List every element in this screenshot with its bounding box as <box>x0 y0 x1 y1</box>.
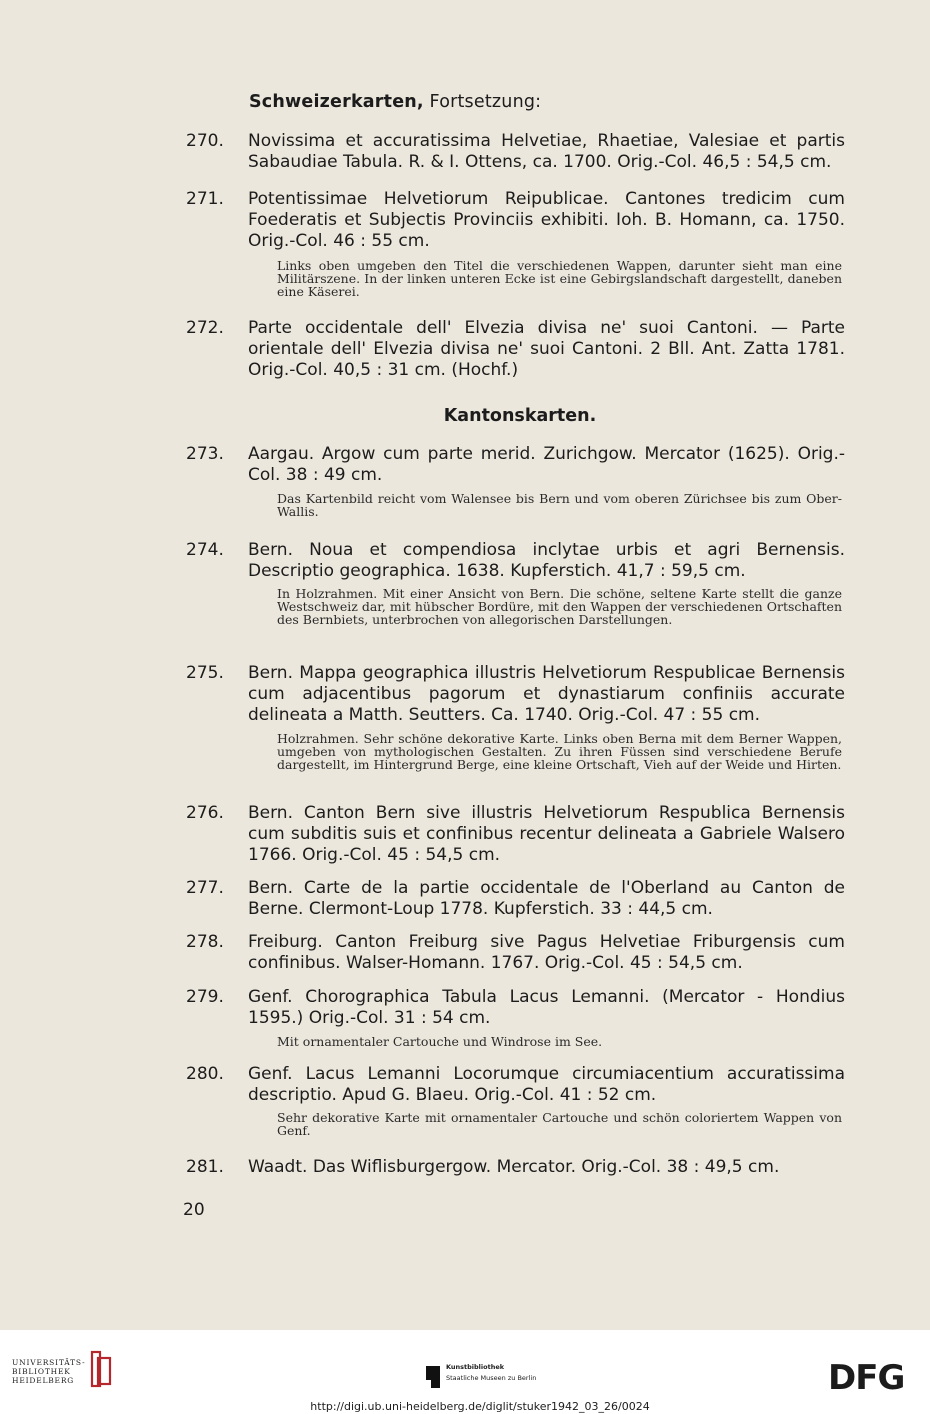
entry-text: Genf. Lacus Lemanni Locorumque circumiacentium accuratissima descriptio. Apud G. Blaeu. Orig.-Col. 41 : 52 cm. <box>248 1064 845 1105</box>
entry-number: 272. <box>186 318 224 338</box>
entry-text: Bern. Carte de la partie occidentale de l'Oberland au Canton de Berne. Clermont-Loup 1778. Kupferstich. 33 : 44,5 cm. <box>248 878 845 919</box>
entry-note: Holzrahmen. Sehr schöne dekorative Karte. Links oben Berna mit dem Berner Wappen, umgeben von mythologischen Gestalten. Zu ihren Füssen sind verschiedene Berufe dargestellt, im Hintergrund Berge, eine kleine Ortschaft, Vieh auf der Weide und Hirten. <box>277 731 842 772</box>
heading-rest: Fortsetzung: <box>429 92 542 112</box>
entry-note: Sehr dekorative Karte mit ornamentaler Cartouche und schön coloriertem Wappen von Genf. <box>277 1110 842 1138</box>
entry-text: Bern. Noua et compendiosa inclytae urbis et agri Bernensis. Descriptio geographica. 1638. Kupferstich. 41,7 : 59,5 cm. <box>248 540 845 581</box>
uni-line: HEIDELBERG <box>12 1376 75 1385</box>
dfg-logo: DFG <box>828 1358 905 1398</box>
entry-number: 279. <box>186 987 224 1007</box>
kb-line: Kunstbibliothek <box>446 1363 505 1371</box>
entry-note: Das Kartenbild reicht vom Walensee bis Bern und vom oberen Zürichsee bis zum Ober-Wallis. <box>277 491 842 519</box>
university-logo-icon <box>86 1350 112 1388</box>
heading-bold: Schweizerkarten, <box>249 92 424 112</box>
entry-number: 274. <box>186 540 224 560</box>
entry-note: In Holzrahmen. Mit einer Ansicht von Bern. Die schöne, seltene Karte stellt die ganze Westschweiz dar, mit hübscher Bordüre, mit den Wappen der verschiedenen Ortschaften des Bernbiets, unterbrochen von allegorischen Darstellungen. <box>277 586 842 627</box>
entry-text: Parte occidentale dell' Elvezia divisa ne' suoi Cantoni. — Parte orientale dell' Elvezia divisa ne' suoi Cantoni. 2 Bll. Ant. Zatta 1781. Orig.-Col. 40,5 : 31 cm. (Hochf.) <box>248 318 845 380</box>
entry-text: Bern. Mappa geographica illustris Helvetiorum Respublicae Bernensis cum adjacentibus pagorum et dynastiarum confiniis accurate delineata a Matth. Seutters. Ca. 1740. Orig.-Col. 47 : 55 cm. <box>248 663 845 725</box>
entry-text: Novissima et accuratissima Helvetiae, Rhaetiae, Valesiae et partis Sabaudiae Tabula. R. & I. Ottens, ca. 1700. Orig.-Col. 46,5 : 54,5 cm. <box>248 131 845 172</box>
uni-line: UNIVERSITÄTS- <box>12 1358 86 1367</box>
page-heading <box>249 92 541 112</box>
footer <box>0 1330 930 1414</box>
uni-line: BIBLIOTHEK <box>12 1367 71 1376</box>
entry-number: 281. <box>186 1157 224 1177</box>
entry-note: Mit ornamentaler Cartouche und Windrose im See. <box>277 1034 603 1049</box>
kunstbibliothek-label <box>446 1362 536 1384</box>
entry-number: 277. <box>186 878 224 898</box>
entry-text: Freiburg. Canton Freiburg sive Pagus Helvetiae Friburgensis cum confinibus. Walser-Homann. 1767. Orig.-Col. 45 : 54,5 cm. <box>248 932 845 973</box>
source-url[interactable]: http://digi.ub.uni-heidelberg.de/diglit/stuker1942_03_26/0024 <box>310 1400 650 1413</box>
entry-text: Waadt. Das Wiflisburgergow. Mercator. Orig.-Col. 38 : 49,5 cm. <box>248 1157 780 1177</box>
entry-text: Potentissimae Helvetiorum Reipublicae. Cantones tredicim cum Foederatis et Subjectis Provinciis exhibiti. Ioh. B. Homann, ca. 1750. Orig.-Col. 46 : 55 cm. <box>248 189 845 251</box>
entry-number: 275. <box>186 663 224 683</box>
entry-text: Genf. Chorographica Tabula Lacus Lemanni. (Mercator - Hondius 1595.) Orig.-Col. 31 : 54 cm. <box>248 987 845 1028</box>
entry-text: Aargau. Argow cum parte merid. Zurichgow. Mercator (1625). Orig.-Col. 38 : 49 cm. <box>248 444 845 485</box>
section-title: Kantonskarten. <box>443 406 597 426</box>
entry-number: 280. <box>186 1064 224 1084</box>
page-number: 20 <box>183 1200 205 1220</box>
entry-number: 276. <box>186 803 224 823</box>
kunstbibliothek-logo-icon <box>426 1366 442 1388</box>
entry-number: 273. <box>186 444 224 464</box>
kb-line: Staatliche Museen zu Berlin <box>446 1374 537 1382</box>
university-library-label <box>12 1358 85 1385</box>
entry-text: Bern. Canton Bern sive illustris Helvetiorum Respublica Bernensis cum subditis suis et confinibus recentur delineata a Gabriele Walsero 1766. Orig.-Col. 45 : 54,5 cm. <box>248 803 845 865</box>
entry-number: 271. <box>186 189 224 209</box>
entry-number: 278. <box>186 932 224 952</box>
entry-note: Links oben umgeben den Titel die verschiedenen Wappen, darunter sieht man eine Militärszene. In der linken unteren Ecke ist eine Gebirgslandschaft dargestellt, daneben eine Käserei. <box>277 258 842 299</box>
entry-number: 270. <box>186 131 224 151</box>
